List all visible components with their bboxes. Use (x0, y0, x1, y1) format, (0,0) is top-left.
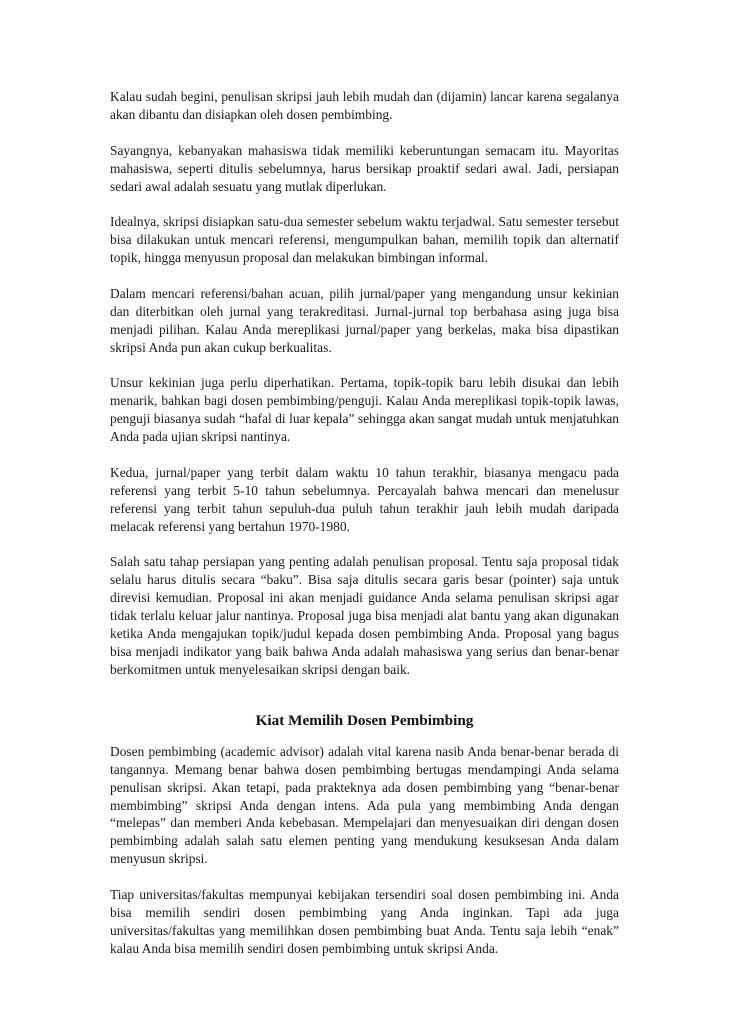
document-body (110, 88, 619, 976)
paragraph-4: Dalam mencari referensi/bahan acuan, pilih jurnal/paper yang mengandung unsur kekinian dan diterbitkan oleh jurnal yang terakreditasi. Jurnal-jurnal top berbahasa asing juga bisa menjadi pilihan. Kalau Anda mereplikasi jurnal/paper yang berkelas, maka bisa dipastikan skripsi Anda pun akan cukup berkualitas. (110, 285, 619, 355)
paragraph-7: Salah satu tahap persiapan yang penting adalah penulisan proposal. Tentu saja proposal tidak selalu harus ditulis secara “baku”. Bisa saja ditulis secara garis besar (pointer) saja untuk direvisi kemudian. Proposal ini akan menjadi guidance Anda selama penulisan skripsi agar tidak terlalu keluar jalur nantinya. Proposal juga bisa menjadi alat bantu yang akan digunakan ketika Anda mengajukan topik/judul kepada dosen pembimbing Anda. Proposal yang bagus bisa menjadi indikator yang baik bahwa Anda adalah mahasiswa yang serius dan benar-benar berkomitmen untuk menyelesaikan skripsi dengan baik. (110, 554, 619, 677)
paragraph-1: Kalau sudah begini, penulisan skripsi jauh lebih mudah dan (dijamin) lancar karena segalanya akan dibantu dan disiapkan oleh dosen pembimbing. (110, 89, 619, 122)
paragraph-6: Kedua, jurnal/paper yang terbit dalam waktu 10 tahun terakhir, biasanya mengacu pada referensi yang terbit 5-10 tahun sebelumnya. Percayalah bahwa mencari dan menelusur referensi yang terbit tahun sepuluh-dua puluh tahun terakhir jauh lebih mudah daripada melacak referensi yang bertahun 1970-1980. (110, 464, 619, 534)
paragraph-5: Unsur kekinian juga perlu diperhatikan. Pertama, topik-topik baru lebih disukai dan lebih menarik, bahkan bagi dosen pembimbing/penguji. Kalau Anda mereplikasi topik-topik lawas, penguji biasanya sudah “hafal di luar kepala” sehingga akan sangat mudah untuk menjatuhkan Anda pada ujian skripsi nantinya. (110, 375, 619, 445)
paragraph-8: Dosen pembimbing (academic advisor) adalah vital karena nasib Anda benar-benar berada di tangannya. Memang benar bahwa dosen pembimbing bertugas mendampingi Anda selama penulisan skripsi. Akan tetapi, pada prakteknya ada dosen pembimbing yang “benar-benar membimbing” skripsi Anda dengan intens. Ada pula yang membimbing Anda dengan “melepas” dan memberi Anda kebebasan. Mempelajari dan menyesuaikan diri dengan dosen pembimbing adalah salah satu elemen penting yang mendukung kesuksesan Anda dalam menyusun skripsi. (110, 743, 619, 867)
paragraph-9: Tiap universitas/fakultas mempunyai kebijakan tersendiri soal dosen pembimbing ini. Anda bisa memilih sendiri dosen pembimbing yang Anda inginkan. Tapi ada juga universitas/fakultas yang memilihkan dosen pembimbing buat Anda. Tentu saja lebih “enak” kalau Anda bisa memilih sendiri dosen pembimbing untuk skripsi Anda. (110, 887, 619, 956)
paragraph-2: Sayangnya, kebanyakan mahasiswa tidak memiliki keberuntungan semacam itu. Mayoritas mahasiswa, seperti ditulis sebelumnya, harus bersikap proaktif sedari awal. Jadi, persiapan sedari awal adalah sesuatu yang mutlak diperlukan. (110, 142, 619, 194)
paragraph-3: Idealnya, skripsi disiapkan satu-dua semester sebelum waktu terjadwal. Satu semester tersebut bisa dilakukan untuk mencari referensi, mengumpulkan bahan, memilih topik dan alternatif topik, hingga menyusun proposal dan melakukan bimbingan informal. (110, 214, 619, 266)
section-heading: Kiat Memilih Dosen Pembimbing (255, 711, 474, 729)
